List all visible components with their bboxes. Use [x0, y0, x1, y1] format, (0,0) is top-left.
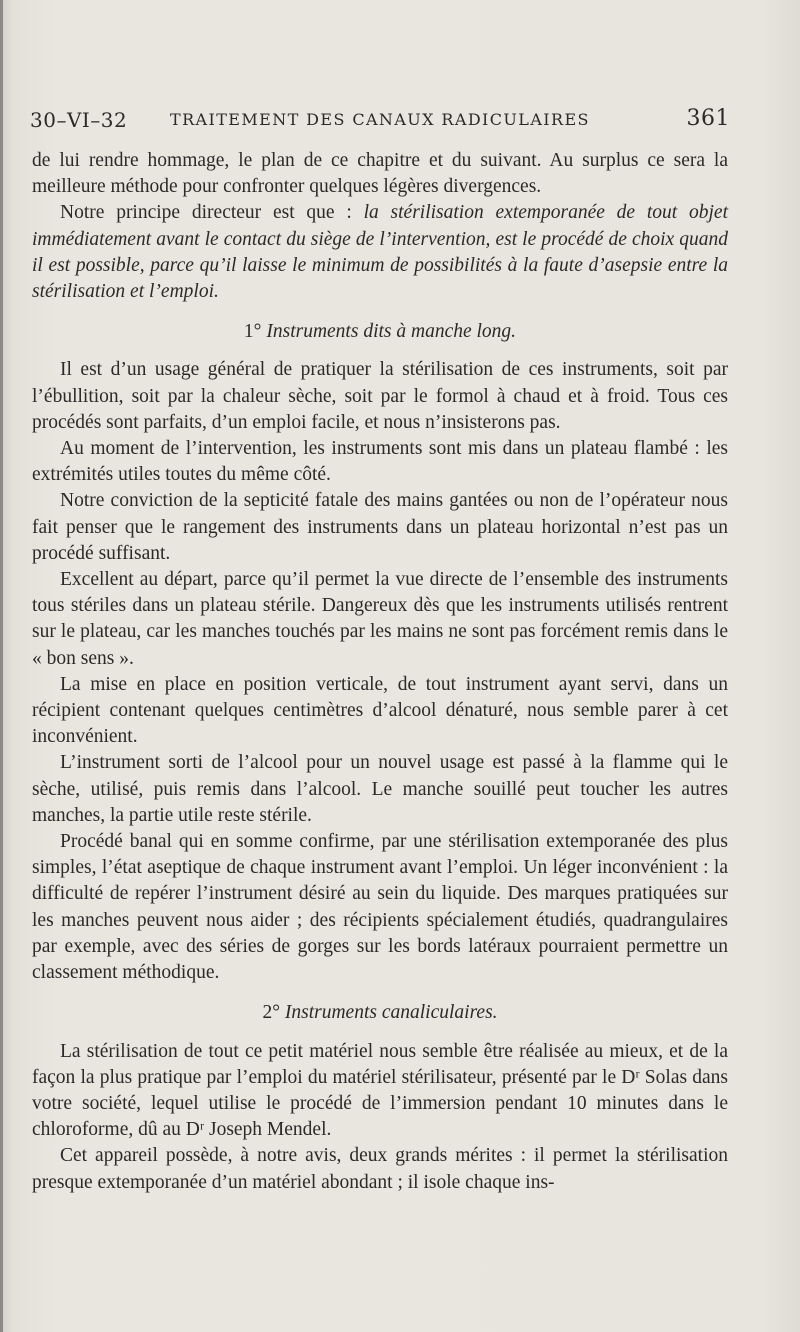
paragraph: Au moment de l’intervention, les instruments sont mis dans un plateau flambé : les extrémités utiles toutes du même côté. [32, 438, 728, 486]
page-number: 361 [686, 106, 730, 131]
paragraph: Notre conviction de la septicité fatale des mains gantées ou non de l’opérateur nous fait penser que le rangement des instruments dans un plateau horizontal n’est pas un procédé suffisant. [32, 490, 728, 564]
section-number: 1° [243, 321, 262, 343]
running-header [30, 104, 730, 132]
paragraph: L’instrument sorti de l’alcool pour un nouvel usage est passé à la flamme qui le sèche, utilisé, puis remis dans l’alcool. Le manche souillé peut toucher les autres manches, la partie utile reste stérile. [32, 752, 728, 826]
section-title: Instruments dits à manche long. [266, 321, 517, 343]
paragraph: Excellent au départ, parce qu’il permet la vue directe de l’ensemble des instruments tous stériles dans un plateau stérile. Dangereux dès que les instruments utilisés rentrent sur le plateau, car les manches touchés par les mains ne sont pas forcément remis dans le « bon sens ». [32, 569, 728, 669]
section-heading-2 [32, 1000, 728, 1026]
paragraph: de lui rendre hommage, le plan de ce chapitre et du suivant. Au surplus ce sera la meilleure méthode pour confronter quelques légères divergences. [32, 150, 728, 198]
body-text [32, 148, 728, 1196]
header-title: TRAITEMENT DES CANAUX RADICULAIRES [170, 110, 590, 129]
section-title: Instruments canaliculaires. [284, 1002, 498, 1024]
page-spine-edge [0, 0, 3, 1332]
principle-lead: Notre principe directeur est que : [60, 202, 364, 224]
paragraph: La mise en place en position verticale, de tout instrument ayant servi, dans un récipient contenant quelques centimètres d’alcool dénaturé, nous semble parer à cet inconvénient. [32, 673, 728, 748]
header-date: 30–VI–32 [30, 108, 128, 132]
paragraph: Procédé banal qui en somme confirme, par une stérilisation extemporanée des plus simples, l’état aseptique de chaque instrument avant l’emploi. Un léger inconvénient : la difficulté de repérer l’instrument désiré au sein du liquide. Des marques pratiquées sur les manches peuvent nous aider ; des récipients spécialement étudiés, quadrangulaires par exemple, avec des séries de gorges sur les bords latéraux pourraient permettre un classement méthodique. [32, 831, 728, 984]
section-number: 2° [262, 1002, 280, 1024]
paragraph-principle [32, 200, 728, 305]
principle-italic: la stérilisation extemporanée de tout objet immédiatement avant le contact du siège de l’intervention, est le procédé de choix quand il est possible, parce qu’il laisse le minimum de possibilités à la faute d’asepsie entre la stérilisation et l’emploi. [32, 202, 728, 303]
paragraph: Cet appareil possède, à notre avis, deux grands mérites : il permet la stérilisation presque extemporanée d’un matériel abondant ; il isole chaque ins- [32, 1145, 728, 1193]
paragraph: Il est d’un usage général de pratiquer la stérilisation de ces instruments, soit par l’ébullition, soit par la chaleur sèche, soit par le formol à chaud et à froid. Tous ces procédés sont parfaits, d’un emploi facile, et nous n’insisterons pas. [32, 359, 728, 433]
section-heading-1 [32, 319, 728, 345]
paragraph: La stérilisation de tout ce petit matériel nous semble être réalisée au mieux, et de la façon la plus pratique par l’emploi du matériel stérilisateur, présenté par le Dʳ Solas dans votre société, lequel utilise le procédé de l’immersion pendant 10 minutes dans le chloroforme, dû au Dʳ Joseph Mendel. [32, 1040, 728, 1141]
